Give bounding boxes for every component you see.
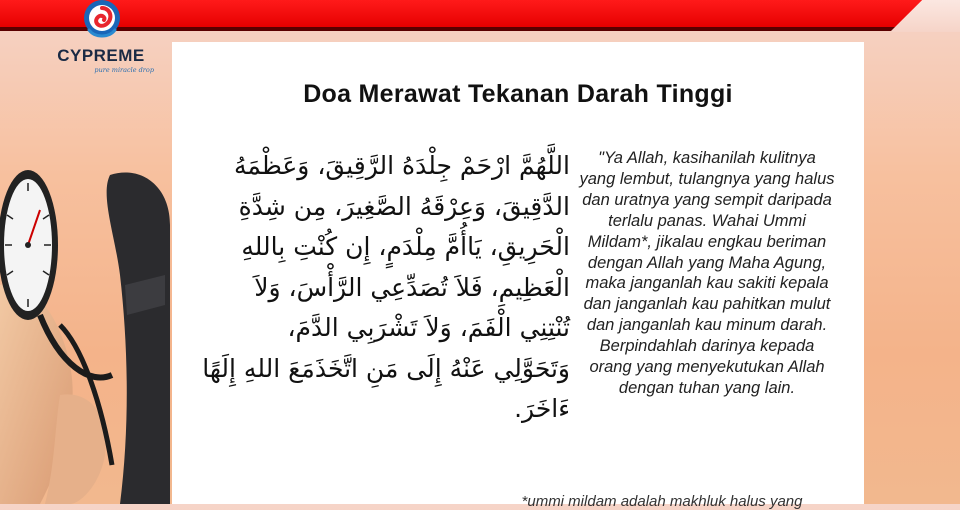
cypreme-logo [46, 0, 156, 80]
translation-line: terlalu panas. Wahai Ummi [608, 211, 806, 230]
logo-name: CYPREME [57, 46, 145, 65]
arabic-line: وَتَحَوَّلِي عَنْهُ إِلَى مَنِ اتَّخَذَمَعَ اللهِ إِلَهًا [202, 353, 570, 383]
logo-tagline: pure miracle drop [94, 66, 154, 74]
arabic-line: ءَاخَرَ. [514, 394, 570, 423]
doa-title: Doa Merawat Tekanan Darah Tinggi [303, 80, 733, 108]
doa-panel [172, 42, 864, 510]
footnote: *ummi mildam adalah makhluk halus yang [521, 493, 803, 510]
translation-line: dengan Allah yang Maha Agung, [587, 253, 827, 272]
translation-line: dan janganlah kau minum darah. [586, 316, 828, 335]
translation-line: "Ya Allah, kasihanilah kulitnya [598, 149, 816, 167]
blood-pressure-gauge-image [0, 165, 170, 504]
arabic-text [192, 146, 570, 430]
arabic-line: الْحَرِيقِ، يَاأُمَّ مِلْدَمٍ، إِن كُنْتِ بِاللهِ [241, 232, 570, 261]
arabic-line: الدَّقِيقَ، وَعِرْقَهُ الصَّغِيرَ، مِن شِدَّةِ [238, 191, 570, 221]
arabic-line: اللَّهُمَّ ارْحَمْ جِلْدَهُ الرَّقِيقَ، وَعَظْمَهُ [234, 151, 570, 180]
translation-line: yang lembut, tulangnya yang halus [579, 169, 835, 188]
malay-translation [567, 148, 847, 399]
translation-line: maka janganlah kau sakiti kepala [585, 274, 829, 293]
translation-line: dengan tuhan yang lain. [618, 378, 796, 397]
translation-line: dan janganlah kau pahitkan mulut [583, 295, 831, 314]
translation-line: dan uratnya yang sempit daripada [582, 190, 832, 209]
translation-line: Mildam*, jikalau engkau beriman [587, 232, 827, 251]
arabic-line: الْعَظِيمِ، فَلاَ تُصَدِّعِي الرَّأْسَ، وَلاَ [254, 272, 570, 302]
translation-line: Berpindahlah darinya kepada [599, 337, 815, 356]
translation-line: orang yang menyekutukan Allah [589, 358, 825, 377]
cypreme-swirl-logo-icon [77, 0, 127, 42]
arabic-line: تُنْتِنِي الْفَمَ، وَلاَ تَشْرَبِي الدَّمَ، [287, 313, 570, 342]
